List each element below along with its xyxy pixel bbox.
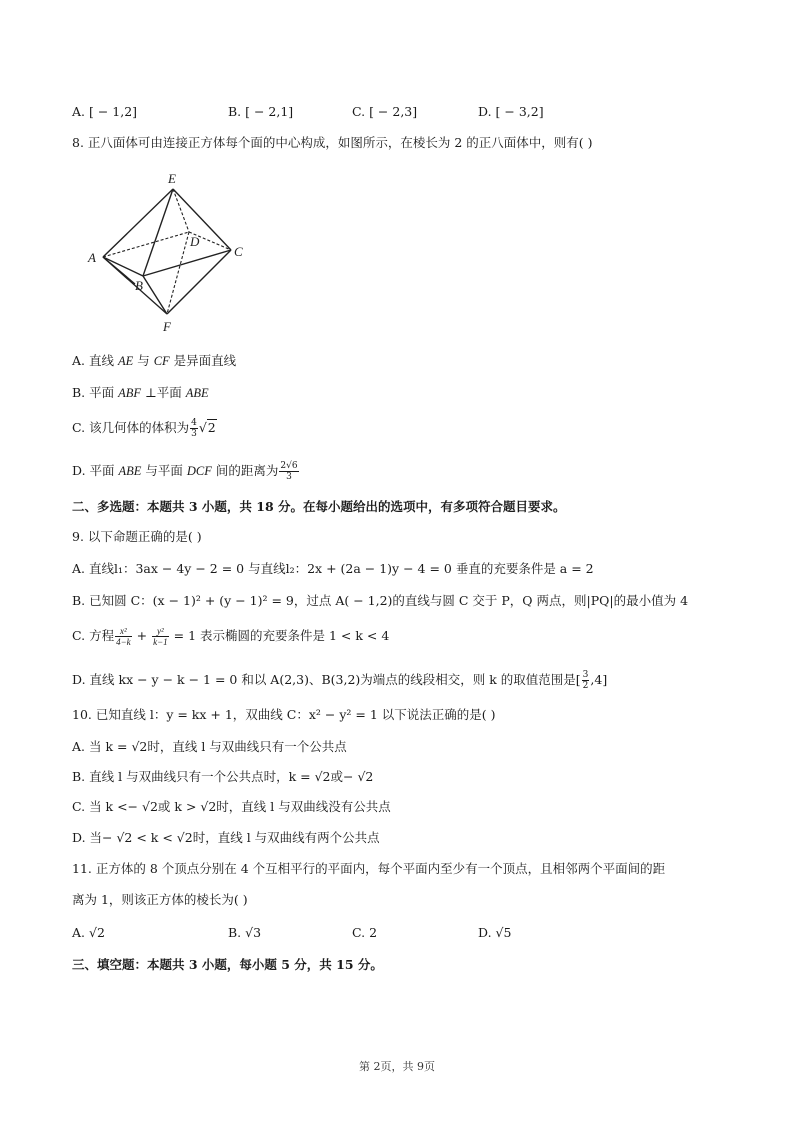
q11-stem-line-2: 离为 1，则该正方体的棱长为( ) (72, 892, 248, 907)
q11-option-c: C. 2 (352, 925, 378, 940)
q11-option-b: B. √3 (228, 925, 262, 940)
q8-option-a-prefix: A. 直线 (72, 353, 118, 368)
plus-sign: + (132, 628, 152, 643)
q8-option-b-prefix: B. 平面 (72, 385, 119, 400)
q9-option-a: A. 直线l₁：3ax − 4y − 2 = 0 与直线l₂：2x + (2a − 1)y − 4 = 0 垂直的充要条件是 a = 2 (72, 561, 594, 576)
q8-option-d-fraction: $\frac{2√6}{3}$ (280, 461, 298, 482)
vertex-label-d: D (190, 234, 200, 249)
q7-option-d: D. [ − 3,2] (478, 104, 544, 119)
vertex-label-f: F (163, 319, 171, 334)
q8-option-b (72, 384, 209, 402)
q9-option-d-fraction: $\frac{3}{2}$ (582, 670, 589, 691)
octahedron-figure (85, 168, 260, 338)
vertex-label-e: E (168, 171, 176, 186)
q10-stem: 10. 已知直线 l：y = kx + 1，双曲线 C：x² − y² = 1 以下说法正确的是( ) (72, 707, 496, 722)
q9-stem: 9. 以下命题正确的是( ) (72, 529, 202, 544)
q11-option-a: A. √2 (72, 925, 105, 940)
q11-option-d: D. √5 (478, 925, 512, 940)
q8-option-c-fraction: $\frac{4}{3}$ (191, 418, 197, 439)
q8-option-d-mid: 与平面 (141, 463, 187, 478)
q7-option-c: C. [ − 2,3] (352, 104, 418, 119)
vertex-label-b: B (135, 278, 143, 293)
q8-option-d-suffix: 间的距离为 (211, 463, 279, 478)
sqrt-symbol: √2 (198, 420, 216, 435)
section-3-heading: 三、填空题：本题共 3 小题，每小题 5 分，共 15 分。 (72, 957, 383, 972)
q8-option-a-math1: AE (117, 354, 134, 368)
q9-option-c-prefix: C. 方程 (72, 628, 115, 643)
q9-option-b: B. 已知圆 C：(x − 1)² + (y − 1)² = 9，过点 A( − 1,2)的直线与圆 C 交于 P，Q 两点，则|PQ|的最小值为 4 (72, 593, 689, 608)
q9-option-c-fraction-2: $\frac{\text{y²}}{k-1}$ (153, 626, 168, 647)
q9-option-d-suffix: ,4] (590, 672, 608, 687)
q7-option-b: B. [ − 2,1] (228, 104, 294, 119)
q10-option-a: A. 当 k = √2时，直线 l 与双曲线只有一个公共点 (72, 739, 347, 754)
vertex-label-a: A (88, 250, 96, 265)
q8-option-d (72, 461, 300, 482)
vertex-label-c: C (234, 244, 243, 259)
q7-option-a: A. [ − 1,2] (72, 104, 138, 119)
q8-option-b-math1: ABF (118, 386, 142, 400)
q8-option-a (72, 352, 236, 370)
section-2-heading: 二、多选题：本题共 3 小题，共 18 分。在每小题给出的选项中，有多项符合题目要求。 (72, 499, 566, 514)
q8-option-c-prefix: C. 该几何体的体积为 (72, 420, 190, 435)
q8-option-c (72, 418, 217, 439)
q8-option-d-math2: DCF (186, 464, 212, 478)
q9-option-c (72, 626, 389, 647)
page-footer: 第 2页，共 9页 (359, 1060, 435, 1073)
q10-option-b: B. 直线 l 与双曲线只有一个公共点时，k = √2或− √2 (72, 769, 374, 784)
octahedron-diagram (85, 168, 260, 338)
q9-option-c-fraction-1: $\frac{\text{x²}}{4-k}$ (116, 626, 131, 647)
q8-option-a-suffix: 是异面直线 (169, 353, 237, 368)
q10-option-d: D. 当− √2 < k < √2时，直线 l 与双曲线有两个公共点 (72, 830, 380, 845)
q8-option-d-math1: ABE (118, 464, 142, 478)
q8-option-d-prefix: D. 平面 (72, 463, 119, 478)
q9-option-d (72, 670, 607, 691)
q8-option-b-math2: ABE (185, 386, 209, 400)
q8-stem: 8. 正八面体可由连接正方体每个面的中心构成，如图所示，在棱长为 2 的正八面体中，则有( ) (72, 135, 593, 150)
q10-option-c: C. 当 k <− √2或 k > √2时，直线 l 与双曲线没有公共点 (72, 799, 391, 814)
q9-option-d-prefix: D. 直线 kx − y − k − 1 = 0 和以 A(2,3)、B(3,2)为端点的线段相交，则 k 的取值范围是[ (72, 672, 581, 687)
q11-stem-line-1: 11. 正方体的 8 个顶点分别在 4 个互相平行的平面内，每个平面内至少有一个顶点，且相邻两个平面间的距 (72, 861, 666, 876)
q8-option-b-mid: ⊥平面 (141, 385, 186, 400)
q9-option-c-suffix: = 1 表示椭圆的充要条件是 1 < k < 4 (169, 628, 390, 643)
q8-option-a-mid: 与 (133, 353, 154, 368)
q8-option-a-math2: CF (153, 354, 170, 368)
